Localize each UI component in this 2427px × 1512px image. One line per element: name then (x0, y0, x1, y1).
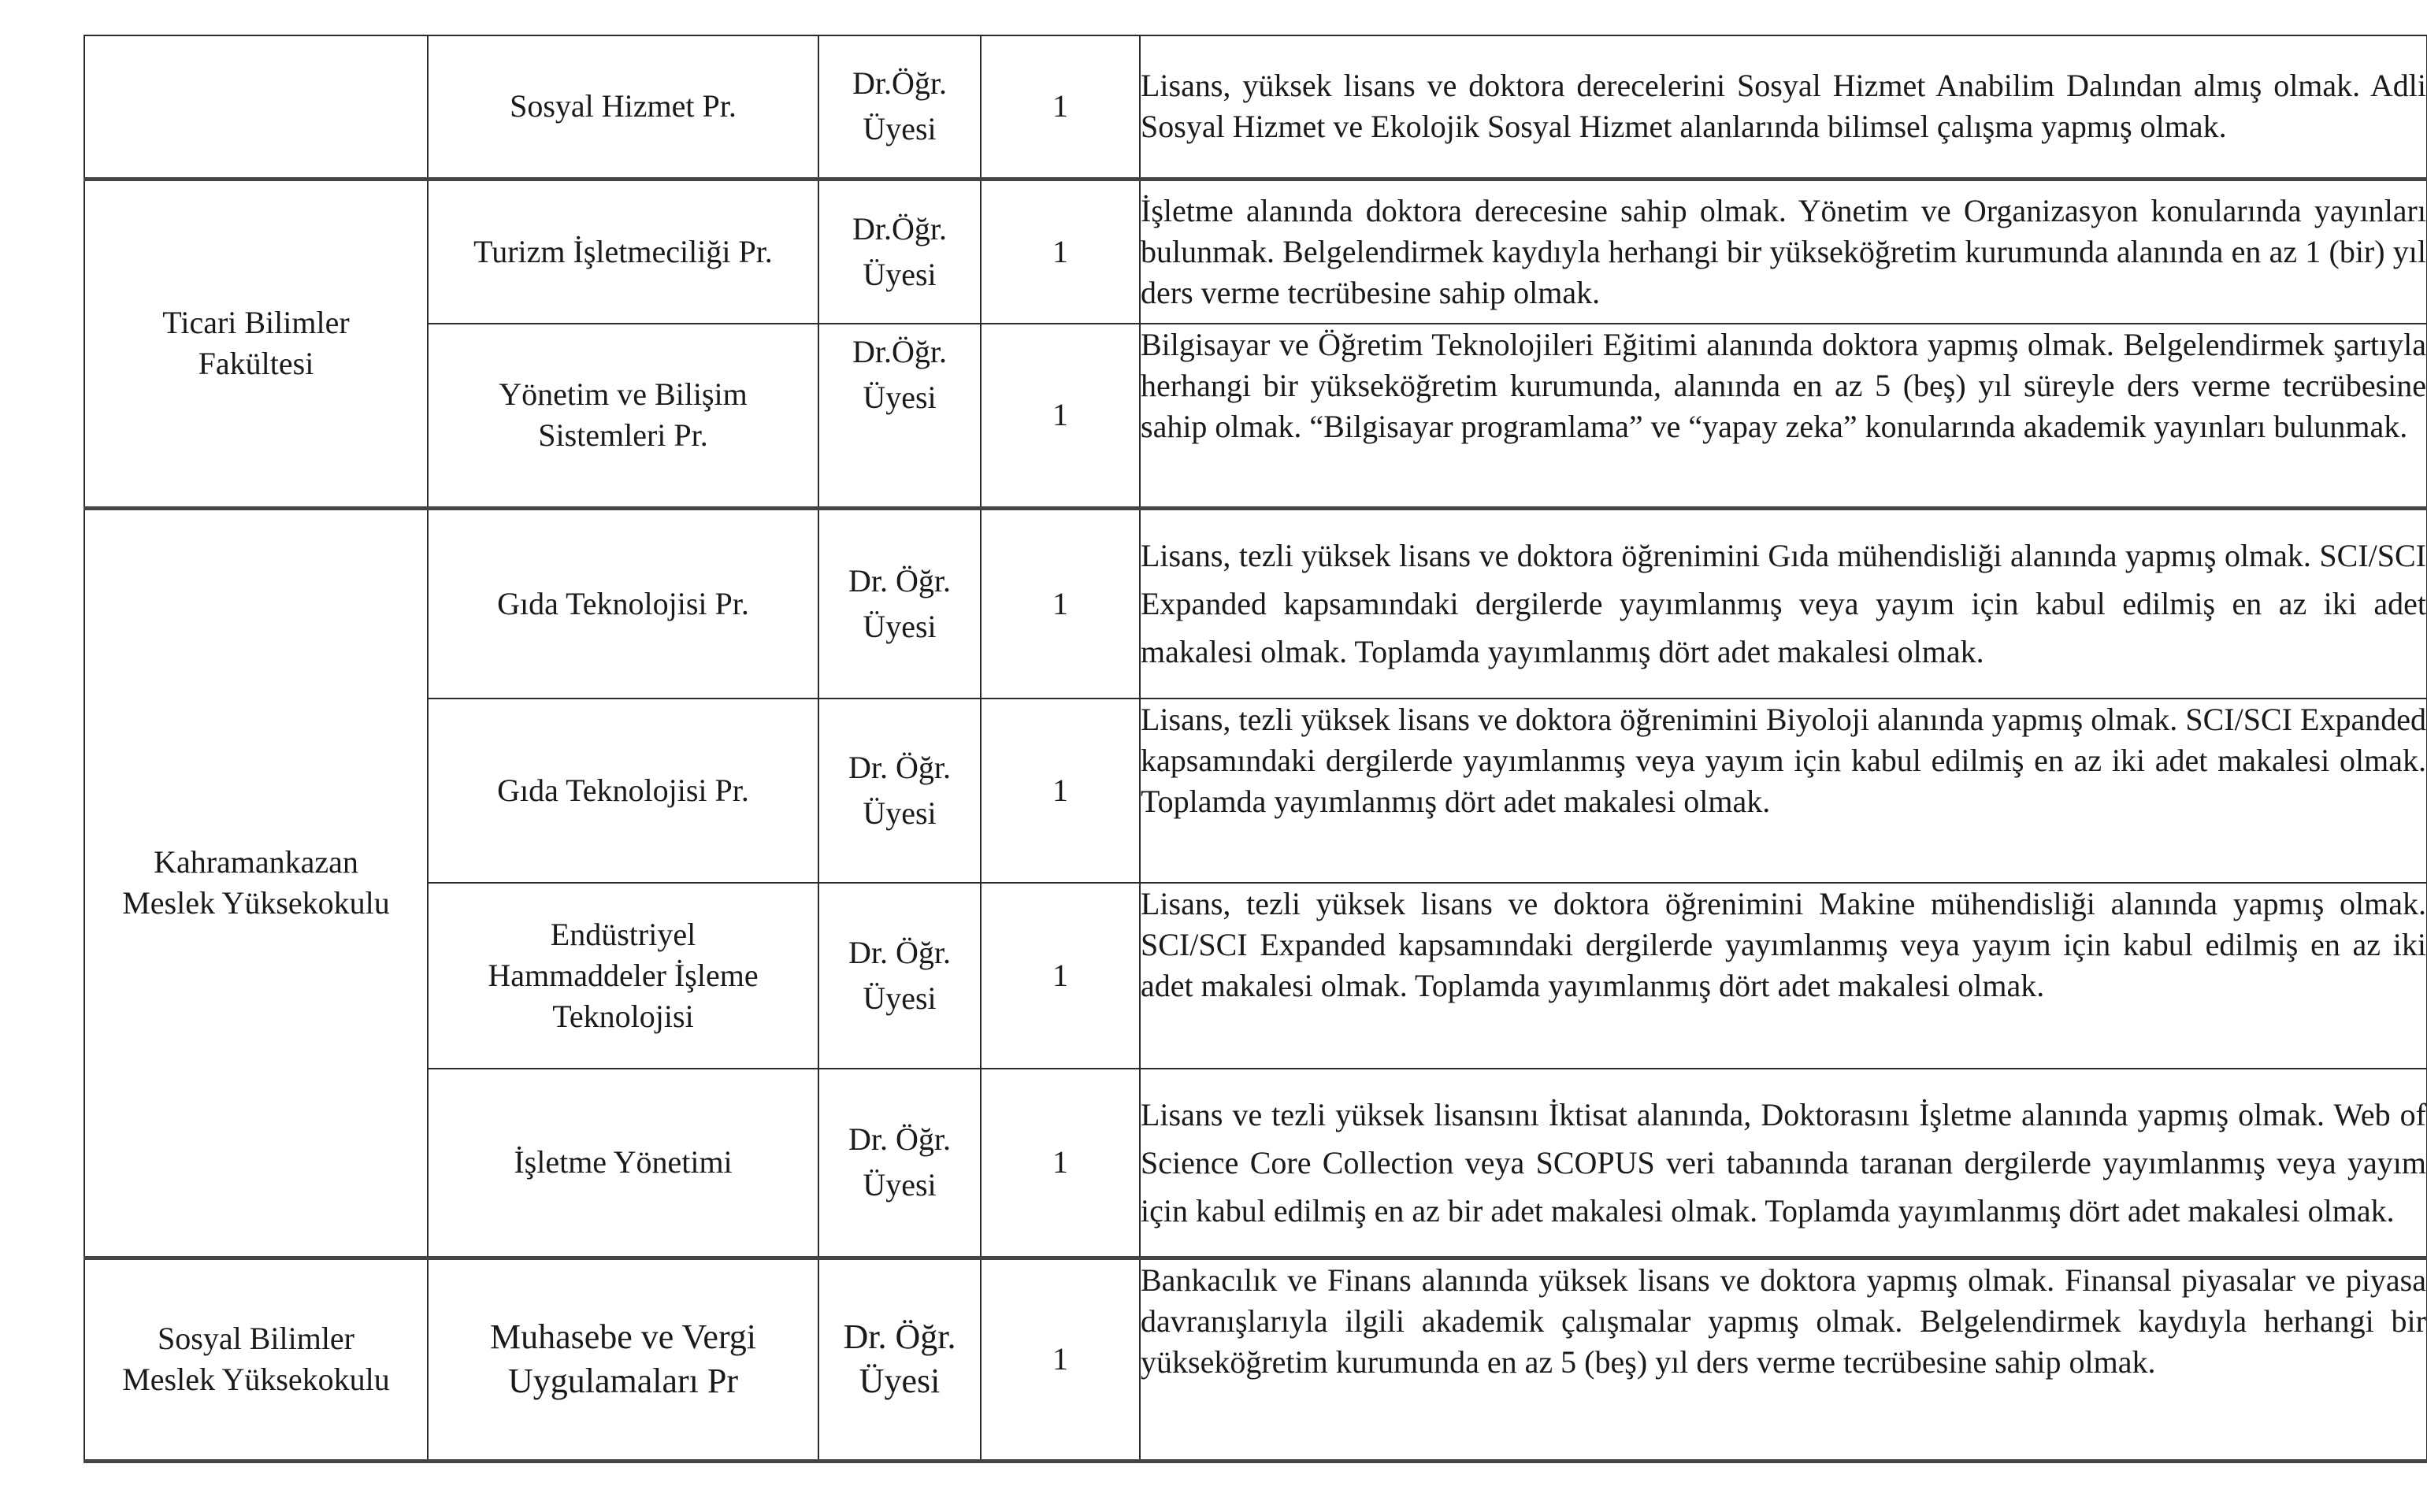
program-line: Hammaddeler İşleme (488, 958, 759, 993)
title-line: Üyesi (863, 1167, 937, 1203)
title-cell (818, 179, 981, 324)
count-cell: 1 (981, 508, 1140, 699)
program-line: Uygulamaları Pr (507, 1362, 739, 1400)
requirements-cell: Lisans, tezli yüksek lisans ve doktora öğrenimini Makine mühendisliği alanında yapmış olmak. SCI/SCI Expanded kapsamındaki dergilerde yayımlanmış veya yayım için kabul edilmiş en az iki adet makalesi olmak. Toplamda yayımlanmış dört adet makalesi olmak. (1140, 883, 2427, 1069)
count-cell: 1 (981, 699, 1140, 883)
count-cell: 1 (981, 179, 1140, 324)
requirements-cell: Lisans, tezli yüksek lisans ve doktora öğrenimini Biyoloji alanında yapmış olmak. SCI/SCI Expanded kapsamındaki dergilerde yayımlanmış veya yayım için kabul edilmiş en az iki adet makalesi olmak. Toplamda yayımlanmış dört adet makalesi olmak. (1140, 699, 2427, 883)
program-cell: Turizm İşletmeciliği Pr. (428, 179, 818, 324)
title-line: Üyesi (859, 1362, 941, 1400)
title-line: Dr.Öğr. (852, 65, 947, 102)
program-cell: Gıda Teknolojisi Pr. (428, 699, 818, 883)
unit-line: Meslek Yüksekokulu (122, 1362, 390, 1397)
table-row (84, 179, 2427, 324)
title-line: Dr. Öğr. (848, 1121, 951, 1158)
unit-line: Kahramankazan (154, 844, 358, 880)
title-line: Dr.Öğr. (852, 210, 947, 246)
title-cell (818, 883, 981, 1069)
program-line: Muhasebe ve Vergi (489, 1317, 757, 1356)
unit-cell (84, 179, 428, 508)
count-cell: 1 (981, 1069, 1140, 1258)
title-line: Üyesi (863, 111, 937, 147)
requirements-cell: Lisans, tezli yüksek lisans ve doktora öğrenimini Gıda mühendisliği alanında yapmış olmak. SCI/SCI Expanded kapsamındaki dergilerde yayımlanmış veya yayım için kabul edilmiş en az iki adet makalesi olmak. Toplamda yayımlanmış dört adet makalesi olmak. (1140, 508, 2427, 699)
unit-line: Sosyal Bilimler (158, 1321, 354, 1356)
title-cell (818, 1258, 981, 1461)
unit-line: Fakültesi (198, 346, 314, 381)
program-line: Yönetim ve Bilişim (499, 376, 748, 413)
title-line: Üyesi (863, 795, 937, 831)
count-cell: 1 (981, 35, 1140, 179)
count-cell: 1 (981, 883, 1140, 1069)
program-cell (428, 1258, 818, 1461)
requirements-cell: Lisans, yüksek lisans ve doktora derecelerini Sosyal Hizmet Anabilim Dalından almış olmak. Adli Sosyal Hizmet ve Ekolojik Sosyal Hizmet alanlarında bilimsel çalışma yapmış olmak. (1140, 35, 2427, 179)
program-cell: İşletme Yönetimi (428, 1069, 818, 1258)
title-cell (818, 324, 981, 508)
program-line: Endüstriyel (550, 917, 696, 952)
unit-cell (84, 1258, 428, 1461)
requirements-cell: Bankacılık ve Finans alanında yüksek lisans ve doktora yapmış olmak. Finansal piyasalar ve piyasa davranışlarıyla ilgili akademik çalışmalar yapmış olmak. Belgelendirmek kaydıyla herhangi bir yükseköğretim kurumunda en az 5 (beş) yıl ders verme tecrübesine sahip olmak. (1140, 1258, 2427, 1461)
title-cell (818, 699, 981, 883)
title-line: Üyesi (863, 256, 937, 292)
table-row (84, 699, 2427, 883)
program-cell: Gıda Teknolojisi Pr. (428, 508, 818, 699)
title-line: Dr.Öğr. (852, 334, 947, 369)
title-line: Dr. Öğr. (848, 750, 951, 785)
unit-line: Ticari Bilimler (162, 305, 350, 340)
title-cell (818, 508, 981, 699)
unit-cell (84, 508, 428, 1258)
table-row (84, 1258, 2427, 1461)
positions-table (83, 35, 2427, 1463)
unit-line: Meslek Yüksekokulu (122, 885, 390, 921)
count-cell: 1 (981, 1258, 1140, 1461)
title-cell (818, 1069, 981, 1258)
requirements-cell: Bilgisayar ve Öğretim Teknolojileri Eğitimi alanında doktora yapmış olmak. Belgelendirmek şartıyla herhangi bir yükseköğretim kurumunda, alanında en az 5 (beş) yıl süreyle ders verme tecrübesine sahip olmak. “Bilgisayar programlama” ve “yapay zeka” konularında akademik yayınları bulunmak. (1140, 324, 2427, 508)
requirements-cell: İşletme alanında doktora derecesine sahip olmak. Yönetim ve Organizasyon konularında yayınları bulunmak. Belgelendirmek kaydıyla herhangi bir yükseköğretim kurumunda alanında en az 1 (bir) yıl ders verme tecrübesine sahip olmak. (1140, 179, 2427, 324)
title-cell (818, 35, 981, 179)
program-cell: Sosyal Hizmet Pr. (428, 35, 818, 179)
count-cell: 1 (981, 324, 1140, 508)
title-line: Dr. Öğr. (843, 1317, 956, 1356)
table-row (84, 35, 2427, 179)
title-line: Dr. Öğr. (848, 562, 951, 598)
title-line: Üyesi (863, 980, 937, 1016)
program-line: Sistemleri Pr. (538, 417, 708, 454)
title-line: Üyesi (863, 608, 937, 644)
title-line: Dr. Öğr. (848, 935, 951, 970)
table-row (84, 1069, 2427, 1258)
program-cell (428, 324, 818, 508)
table-row (84, 324, 2427, 508)
table-row (84, 883, 2427, 1069)
program-cell (428, 883, 818, 1069)
unit-cell (84, 35, 428, 179)
requirements-cell: Lisans ve tezli yüksek lisansını İktisat alanında, Doktorasını İşletme alanında yapmış olmak. Web of Science Core Collection veya SCOPUS veri tabanında taranan dergilerde yayımlanmış veya yayım için kabul edilmiş en az bir adet makalesi olmak. Toplamda yayımlanmış dört adet makalesi olmak. (1140, 1069, 2427, 1258)
title-line: Üyesi (863, 380, 937, 415)
table-row (84, 508, 2427, 699)
program-line: Teknolojisi (552, 999, 694, 1034)
